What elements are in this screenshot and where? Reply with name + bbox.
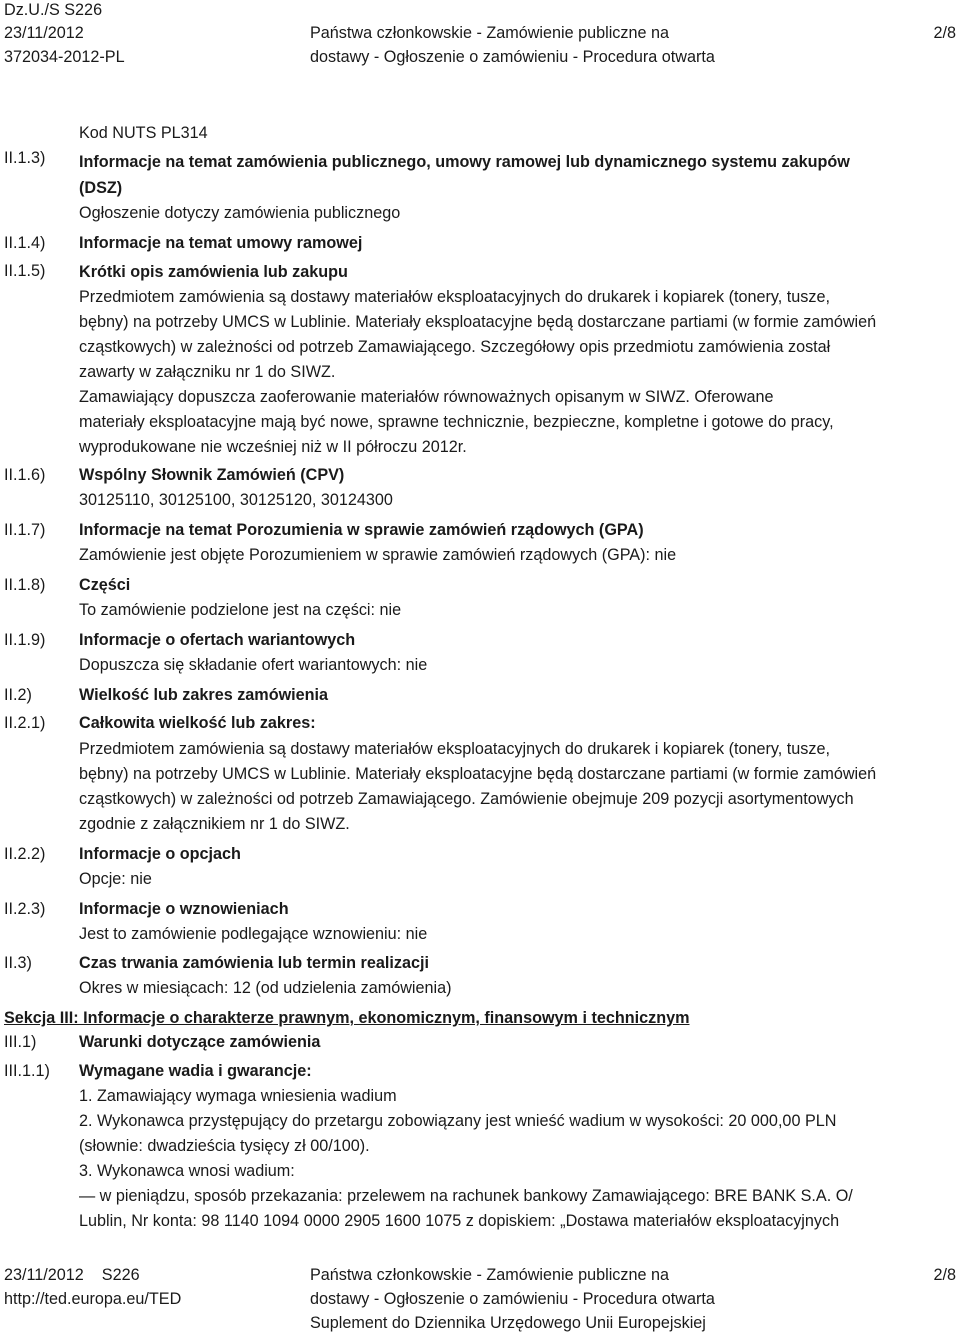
description-line: Przedmiotem zamówienia są dostawy materiałów eksploatacyjnych do drukarek i kopiarek (tonery, tusze, bbox=[79, 740, 830, 758]
section-title: Części bbox=[79, 576, 131, 594]
section-value: Ogłoszenie dotyczy zamówienia publicznego bbox=[79, 204, 401, 222]
section-number: II.2.1) bbox=[4, 714, 46, 732]
section-title: Krótki opis zamówienia lub zakupu bbox=[79, 263, 348, 281]
header-journal-ref: Dz.U./S S226 bbox=[4, 1, 103, 19]
section-value: Dopuszcza się składanie ofert wariantowych: nie bbox=[79, 656, 428, 674]
section-number: II.1.6) bbox=[4, 466, 46, 484]
section-number: II.2) bbox=[4, 686, 32, 704]
description-line: 3. Wykonawca wnosi wadium: bbox=[79, 1162, 295, 1180]
header-page-number: 2/8 bbox=[933, 24, 956, 42]
section-value: To zamówienie podzielone jest na części: nie bbox=[79, 601, 402, 619]
section-value: Opcje: nie bbox=[79, 870, 152, 888]
section-number: II.1.7) bbox=[4, 521, 46, 539]
nuts-code: Kod NUTS PL314 bbox=[79, 124, 208, 142]
description-line: 1. Zamawiający wymaga wniesienia wadium bbox=[79, 1087, 397, 1105]
description-line: cząstkowych) w zależności od potrzeb Zamawiającego. Zamówienie obejmuje 209 pozycji asortymentowych bbox=[79, 790, 854, 808]
section-number: II.1.8) bbox=[4, 576, 46, 594]
section-value: Okres w miesiącach: 12 (od udzielenia zamówienia) bbox=[79, 979, 452, 997]
section-title: Informacje o ofertach wariantowych bbox=[79, 631, 356, 649]
section-title: Całkowita wielkość lub zakres: bbox=[79, 714, 316, 732]
section-title: Informacje na temat Porozumienia w sprawie zamówień rządowych (GPA) bbox=[79, 521, 644, 539]
description-line: materiały eksploatacyjne mają być nowe, sprawne technicznie, bezpieczne, kompletne i gotowe do pracy, bbox=[79, 413, 834, 431]
footer-supplement: Suplement do Dziennika Urzędowego Unii Europejskiej bbox=[310, 1314, 706, 1332]
footer-page-number: 2/8 bbox=[933, 1266, 956, 1284]
description-line: bębny) na potrzeby UMCS w Lublinie. Materiały eksploatacyjne będą dostarczane partiami (w formie zamówień bbox=[79, 313, 877, 331]
section-title: Czas trwania zamówienia lub termin realizacji bbox=[79, 954, 429, 972]
section-number: III.1) bbox=[4, 1033, 37, 1051]
section-title: Informacje na temat umowy ramowej bbox=[79, 234, 363, 252]
section-heading: Sekcja III: Informacje o charakterze prawnym, ekonomicznym, finansowym i technicznym bbox=[4, 1009, 690, 1027]
section-number: II.1.3) bbox=[4, 149, 46, 167]
description-line: — w pieniądzu, sposób przekazania: przelewem na rachunek bankowy Zamawiającego: BRE BANK S.A. O/ bbox=[79, 1187, 853, 1205]
description-line: wyprodukowane nie wcześniej niż w II półroczu 2012r. bbox=[79, 438, 467, 456]
description-line: zawarty w załączniku nr 1 do SIWZ. bbox=[79, 363, 336, 381]
header-date: 23/11/2012 bbox=[4, 24, 84, 42]
header-notice-id: 372034-2012-PL bbox=[4, 48, 125, 66]
section-title: Wspólny Słownik Zamówień (CPV) bbox=[79, 466, 345, 484]
section-number: II.1.5) bbox=[4, 262, 46, 280]
section-title: Informacje o opcjach bbox=[79, 845, 241, 863]
footer-title-line-1: Państwa członkowskie - Zamówienie publiczne na bbox=[310, 1266, 669, 1284]
section-value: Jest to zamówienie podlegające wznowieniu: nie bbox=[79, 925, 428, 943]
footer-date-issue: 23/11/2012 S226 bbox=[4, 1266, 140, 1284]
section-title: Warunki dotyczące zamówienia bbox=[79, 1033, 321, 1051]
section-number: II.3) bbox=[4, 954, 32, 972]
section-title: Wymagane wadia i gwarancje: bbox=[79, 1062, 312, 1080]
section-number: II.1.9) bbox=[4, 631, 46, 649]
footer-url-link[interactable]: http://ted.europa.eu/TED bbox=[4, 1290, 182, 1308]
cpv-codes: 30125110, 30125100, 30125120, 30124300 bbox=[79, 491, 393, 509]
description-line: bębny) na potrzeby UMCS w Lublinie. Materiały eksploatacyjne będą dostarczane partiami (w formie zamówień bbox=[79, 765, 877, 783]
section-title: Informacje na temat zamówienia publicznego, umowy ramowej lub dynamicznego systemu zakupów bbox=[79, 153, 850, 171]
footer-title-line-2: dostawy - Ogłoszenie o zamówieniu - Procedura otwarta bbox=[310, 1290, 715, 1308]
description-line: Lublin, Nr konta: 98 1140 1094 0000 2905 1600 1075 z dopiskiem: „Dostawa materiałów eksploatacyjnych bbox=[79, 1212, 840, 1230]
header-title-line-2: dostawy - Ogłoszenie o zamówieniu - Procedura otwarta bbox=[310, 48, 715, 66]
section-number: II.1.4) bbox=[4, 234, 46, 252]
section-value: Zamówienie jest objęte Porozumieniem w sprawie zamówień rządowych (GPA): nie bbox=[79, 546, 677, 564]
description-line: (słownie: dwadzieścia tysięcy zł 00/100). bbox=[79, 1137, 370, 1155]
header-title-line-1: Państwa członkowskie - Zamówienie publiczne na bbox=[310, 24, 669, 42]
description-line: Zamawiający dopuszcza zaoferowanie materiałów równoważnych opisanym w SIWZ. Oferowane bbox=[79, 388, 774, 406]
section-title: Informacje o wznowieniach bbox=[79, 900, 289, 918]
section-number: III.1.1) bbox=[4, 1062, 50, 1080]
section-title: (DSZ) bbox=[79, 179, 123, 197]
description-line: cząstkowych) w zależności od potrzeb Zamawiającego. Szczegółowy opis przedmiotu zamówienia został bbox=[79, 338, 831, 356]
section-title: Wielkość lub zakres zamówienia bbox=[79, 686, 329, 704]
section-number: II.2.2) bbox=[4, 845, 46, 863]
description-line: zgodnie z załącznikiem nr 1 do SIWZ. bbox=[79, 815, 350, 833]
description-line: 2. Wykonawca przystępujący do przetargu zobowiązany jest wnieść wadium w wysokości: 20 000,00 PLN bbox=[79, 1112, 837, 1130]
section-number: II.2.3) bbox=[4, 900, 46, 918]
description-line: Przedmiotem zamówienia są dostawy materiałów eksploatacyjnych do drukarek i kopiarek (tonery, tusze, bbox=[79, 288, 830, 306]
